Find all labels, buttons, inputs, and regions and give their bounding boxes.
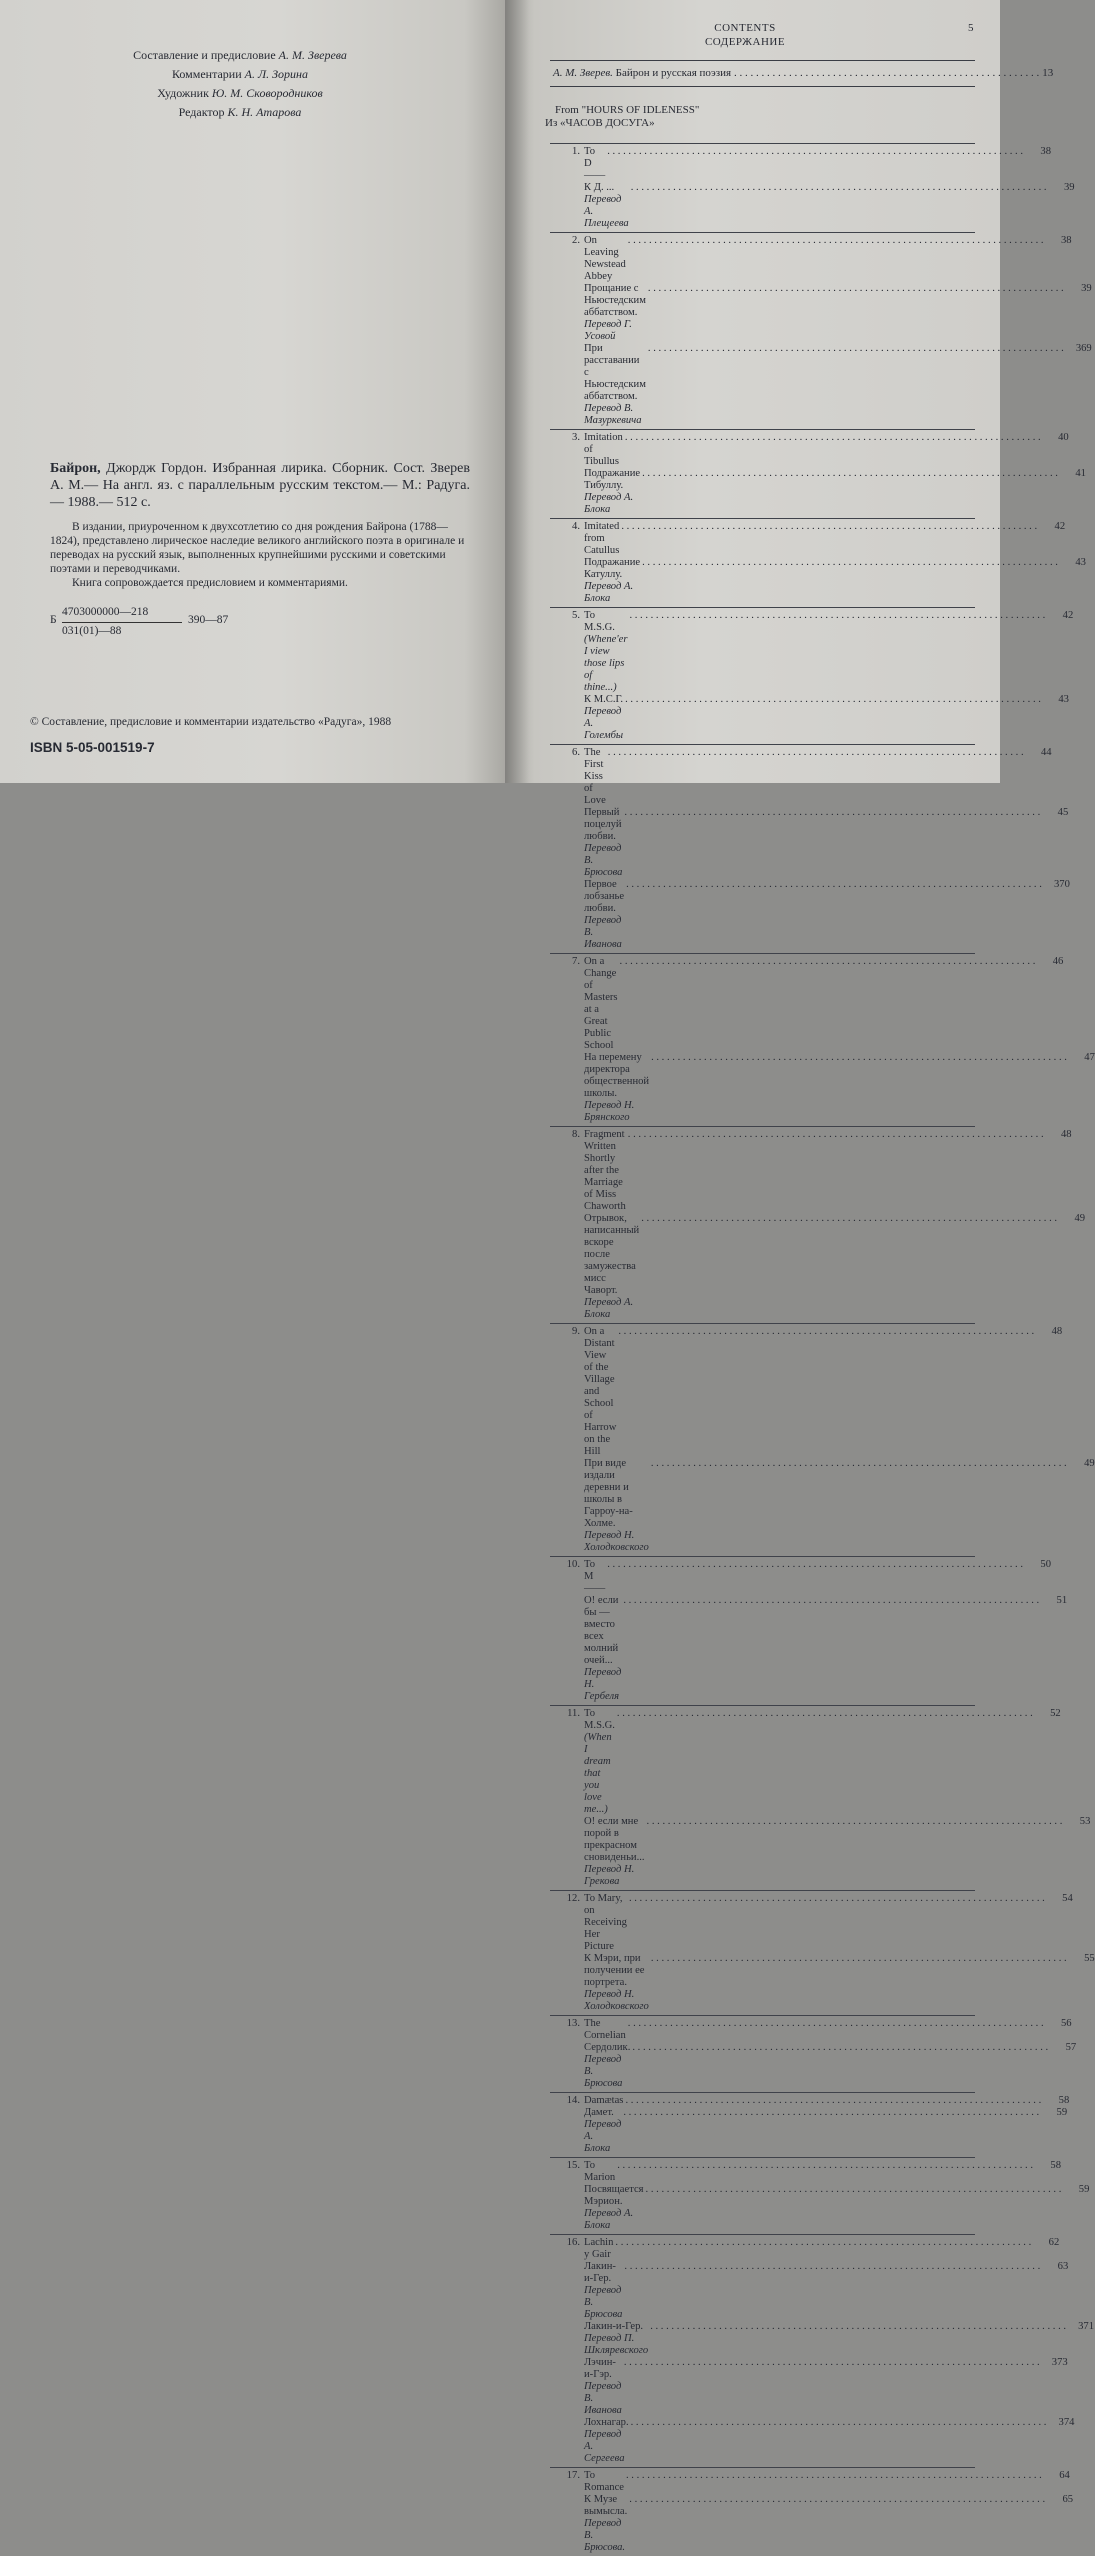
toc-entry: [550, 2234, 1095, 2467]
leader-dots: [607, 1559, 1023, 1595]
toc-translation: [550, 807, 1069, 879]
toc-original-title: [550, 2095, 1070, 2107]
code-fraction-line: [62, 622, 182, 623]
leader-dots: [625, 2095, 1041, 2107]
entry-text: To M——: [584, 1559, 606, 1594]
entry-number: 14.: [566, 2095, 580, 2106]
entry-number: 13.: [566, 2018, 580, 2029]
entry-text: Damætas: [584, 2095, 624, 2106]
leader-dots: [621, 521, 1037, 557]
isbn: ISBN 5-05-001519-7: [30, 740, 155, 755]
translator: Перевод В. Мазуркевича: [584, 403, 642, 426]
page-ref: 46: [1052, 956, 1064, 967]
translator: Перевод А. Блока: [584, 581, 634, 604]
page-ref: 63: [1057, 2261, 1069, 2272]
toc-entry: [550, 143, 1075, 232]
translator: Перевод Н. Холодковского: [584, 1530, 649, 1553]
toc-entry: [550, 2015, 1077, 2092]
entry-text: Прощание с Ньюстедским аббатством. Перевод Г. Усовой: [584, 283, 646, 342]
annotation-paragraph: В издании, приуроченном к двухсотлетию со дня рождения Байрона (1788—1824), представлено лирическое наследие великого английского поэта в оригинале и переводах на русский язык, выполненных крупнейшими русскими и советскими поэтами и переводчиками.: [50, 521, 465, 575]
entry-text: The First Kiss of Love: [584, 747, 606, 806]
toc-original-title: [550, 1893, 1073, 1953]
leader-dots: [647, 1816, 1063, 1888]
entry-number: 11.: [567, 1708, 580, 1719]
toc-translation: [550, 694, 1069, 742]
translator: Перевод В. Иванова: [584, 2381, 622, 2416]
translator: (When I dream that you love me...): [584, 1732, 612, 1815]
page-ref: 56: [1061, 2018, 1072, 2029]
page-ref: 59: [1056, 2107, 1068, 2118]
page-ref: 42: [1054, 521, 1066, 532]
page-ref: 43: [1058, 694, 1069, 705]
toc-entry: [550, 2092, 1070, 2157]
toc-original-title: [550, 146, 1051, 182]
entry-text: Сердолик. Перевод В. Брюсова: [584, 2042, 631, 2089]
leader-dots: [617, 2160, 1033, 2184]
translator: Перевод А. Блока: [584, 492, 634, 515]
toc-translation: [550, 182, 1075, 230]
translator: Перевод А. Блока: [584, 2119, 622, 2154]
code-letter: Б: [50, 614, 57, 626]
entry-text: Первый поцелуй любви. Перевод В. Брюсова: [584, 807, 623, 878]
leader-dots: [632, 2042, 1048, 2090]
leader-dots: [651, 1953, 1067, 2013]
toc-original-title: [550, 2237, 1060, 2261]
translator: Перевод Н. Грекова: [584, 1864, 635, 1887]
credit-compiler: Составление и предисловие А. М. Зверева: [133, 48, 347, 62]
biblio-description: Джордж Гордон. Избранная лирика. Сборник. Сост. Зверев А. М.— На англ. яз. с параллельным русским текстом.— М.: Радуга.— 1988.— 512 с.: [50, 461, 470, 510]
entry-text: To M.S.G. (When I dream that you love me...): [584, 1708, 615, 1815]
translator: Перевод А. Сергеева: [584, 2429, 625, 2464]
entry-number: 3.: [572, 432, 580, 443]
toc-original-title: [550, 2470, 1070, 2494]
leader-dots: [642, 557, 1058, 605]
translator: Перевод А. Голембы: [584, 706, 624, 741]
page-ref: 54: [1062, 1893, 1073, 1904]
translator: Перевод В. Брюсова: [584, 2285, 623, 2320]
entry-text: Лакин-и-Гер. Перевод В. Брюсова: [584, 2261, 623, 2320]
leader-dots: [646, 2184, 1062, 2232]
toc-entry: [550, 1126, 1086, 1323]
leader-dots: [617, 1708, 1033, 1816]
page-ref: 374: [1058, 2417, 1075, 2428]
entry-text: Imitated from Catullus: [584, 521, 620, 556]
entry-number: 8.: [572, 1129, 580, 1140]
leader-dots: [623, 1595, 1039, 1703]
toc-original-title: [550, 2160, 1061, 2184]
entry-number: 6.: [572, 747, 580, 758]
toc-original-title: [550, 521, 1066, 557]
entry-number: 16.: [566, 2237, 580, 2248]
page-ref: 42: [1062, 610, 1074, 621]
annotation: [50, 520, 470, 590]
page-ref: 371: [1078, 2321, 1095, 2332]
toc-entry: [550, 232, 1092, 429]
translator: Перевод Н. Гербеля: [584, 1667, 622, 1702]
toc-entry: [550, 1705, 1091, 1890]
bibliographic-entry: [50, 460, 470, 511]
entry-text: On a Distant View of the Village and School of Harrow on the Hill: [584, 1326, 617, 1457]
leader-dots: [626, 879, 1042, 951]
entry-number: 5.: [572, 610, 580, 621]
page-ref: 62: [1048, 2237, 1060, 2248]
page-ref: 13: [1042, 67, 1054, 79]
credits-block: [60, 46, 420, 122]
entry-number: 17.: [566, 2470, 580, 2481]
leader-dots: [642, 468, 1058, 516]
page-ref: 65: [1062, 2494, 1074, 2505]
page-ref: 64: [1059, 2470, 1070, 2481]
leader-dots: [624, 2357, 1040, 2417]
leader-dots: [624, 807, 1040, 879]
leader-dots: [648, 283, 1064, 343]
entry-text: Imitation of Tibullus: [584, 432, 623, 467]
leader-dots: [628, 235, 1044, 283]
section-title-ru: Из «ЧАСОВ ДОСУГА»: [545, 117, 655, 129]
entry-text: On Leaving Newstead Abbey: [584, 235, 626, 282]
page-ref: 38: [1040, 146, 1051, 157]
page-ref: 49: [1074, 1213, 1086, 1224]
toc-translation: [550, 1458, 1095, 1554]
entry-text: To Mary, on Receiving Her Picture: [584, 1893, 627, 1952]
entry-text: Дамет. Перевод А. Блока: [584, 2107, 622, 2154]
entry-text: To D——: [584, 146, 606, 181]
entry-text: К М.С.Г. Перевод А. Голембы: [584, 694, 624, 741]
leader-dots: [608, 747, 1024, 807]
catalog-codes: [50, 606, 250, 640]
toc-translation: [550, 283, 1092, 343]
toc-original-title: [550, 1326, 1063, 1458]
entry-number: 10.: [566, 1559, 580, 1570]
entry-number: 4.: [572, 521, 580, 532]
translator: Перевод П. Шкляревского: [584, 2333, 649, 2356]
toc-original-title: [550, 956, 1064, 1052]
toc-original-title: [550, 432, 1069, 468]
leader-dots: [628, 2018, 1044, 2042]
entry-number: 2.: [572, 235, 580, 246]
toc-translation: [550, 879, 1070, 951]
entry-text: Первое лобзанье любви. Перевод В. Иванова: [584, 879, 625, 950]
toc-original-title: [550, 1708, 1061, 1816]
code-right: 390—87: [188, 614, 229, 626]
page-ref: 48: [1051, 1326, 1063, 1337]
toc-entry: [550, 607, 1074, 744]
toc-original-title: [550, 235, 1072, 283]
translator: (Whene'er I view those lips of thine...): [584, 634, 628, 693]
page-ref: 59: [1078, 2184, 1090, 2195]
credit-artist: Художник Ю. М. Сковородников: [157, 86, 323, 100]
entry-text: To M.S.G. (Whene'er I view those lips of thine...): [584, 610, 628, 693]
leader-dots: [734, 67, 1039, 79]
entry-text: К Д. ... Перевод А. Плещеева: [584, 182, 629, 229]
leader-dots: [615, 2237, 1031, 2261]
translator: Перевод В. Брюсова.: [584, 2518, 626, 2553]
leader-dots: [631, 2417, 1047, 2465]
toc-translation: [550, 1213, 1086, 1321]
toc-translation: [550, 2494, 1074, 2554]
credit-commentary: Комментарии А. Л. Зорина: [171, 67, 309, 81]
translator: Перевод В. Брюсова: [584, 843, 623, 878]
leader-dots: [607, 146, 1023, 182]
entry-text: On a Change of Masters at a Great Public School: [584, 956, 618, 1051]
toc-entry: [550, 1890, 1095, 2015]
toc-translation: [550, 468, 1086, 516]
leader-dots: [651, 1052, 1067, 1124]
leader-dots: [650, 2321, 1066, 2357]
entry-number: 1.: [572, 146, 580, 157]
toc-translation: [550, 2417, 1075, 2465]
toc-translation: [550, 1595, 1068, 1703]
entry-text: Отрывок, написанный вскоре после замужества мисс Чаворт. Перевод А. Блока: [584, 1213, 640, 1320]
page-ref: 369: [1075, 343, 1092, 354]
page-ref: 43: [1075, 557, 1086, 568]
toc-translation: [550, 2261, 1069, 2321]
biblio-author: Байрон,: [50, 461, 101, 476]
code-numerator: 4703000000—218: [62, 606, 149, 618]
entry-text: Лэчин-и-Гэр. Перевод В. Иванова: [584, 2357, 622, 2416]
toc-intro-entry: А. М. Зверев. Байрон и русская поэзия . . . 13: [553, 67, 977, 79]
leader-dots: [618, 1326, 1034, 1458]
leader-dots: [625, 432, 1041, 468]
page-ref: 48: [1061, 1129, 1072, 1140]
entry-text: Посвящается Мэрион. Перевод А. Блока: [584, 2184, 644, 2231]
entry-text: Fragment Written Shortly after the Marriage of Miss Chaworth: [584, 1129, 626, 1212]
entry-text: To Romance: [584, 2470, 625, 2493]
entry-text: К Мэри, при получении ее портрета. Перевод Н. Холодковского: [584, 1953, 649, 2012]
translator: Перевод А. Блока: [584, 1297, 634, 1320]
entry-text: На перемену директора общественной школы. Перевод Н. Брянского: [584, 1052, 650, 1123]
credit-editor: Редактор К. Н. Атарова: [178, 105, 302, 119]
leader-dots: [620, 956, 1036, 1052]
page-ref: 50: [1040, 1559, 1051, 1570]
toc-entry: [550, 953, 1095, 1126]
toc-translation: [550, 2042, 1077, 2090]
toc-original-title: [550, 1129, 1072, 1213]
toc-translation: [550, 2184, 1090, 2232]
page-ref: 53: [1079, 1816, 1091, 1827]
toc-entry: [550, 1323, 1095, 1556]
toc-translation: [550, 1953, 1095, 2013]
entry-text: Лакин-и-Гер. Перевод П. Шкляревского: [584, 2321, 649, 2356]
toc-translation: [550, 1052, 1095, 1124]
entry-text: При расставании с Ньюстедским аббатством. Перевод В. Мазуркевича: [584, 343, 646, 426]
toc-entry: [550, 2157, 1090, 2234]
entry-number: 9.: [572, 1326, 580, 1337]
left-page: [0, 0, 505, 783]
contents-heading-ru: СОДЕРЖАНИЕ: [704, 36, 786, 48]
translator: Перевод Н. Брянского: [584, 1100, 635, 1123]
leader-dots: [623, 2107, 1039, 2155]
leader-dots: [641, 1213, 1057, 1321]
leader-dots: [624, 2261, 1040, 2321]
entry-text: Подражание Тибуллу. Перевод А. Блока: [584, 468, 641, 515]
entry-text: При виде издали деревни и школы в Гарроу-на-Холме. Перевод Н. Холодковского: [584, 1458, 649, 1553]
entry-text: О! если мне порой в прекрасном сновиденьи... Перевод Н. Грекова: [584, 1816, 645, 1887]
entry-text: To Marion: [584, 2160, 616, 2183]
entry-text: О! если бы — вместо всех молний очей... Перевод Н. Гербеля: [584, 1595, 622, 1702]
right-page: [505, 0, 1095, 2553]
toc-entry: [550, 2467, 1074, 2556]
toc-translation: [550, 2357, 1068, 2417]
page-ref: 45: [1057, 807, 1069, 818]
translator: Перевод А. Блока: [584, 2208, 634, 2231]
page-ref: 38: [1060, 235, 1072, 246]
leader-dots: [626, 2470, 1042, 2494]
entry-text: Lachin y Gair: [584, 2237, 614, 2260]
page-ref: 370: [1053, 879, 1070, 890]
page-ref: 47: [1084, 1052, 1095, 1063]
entry-text: The Cornelian: [584, 2018, 626, 2041]
entry-text: К Музе вымысла. Перевод В. Брюсова.: [584, 2494, 628, 2553]
page-ref: 57: [1065, 2042, 1077, 2053]
page-ref: 373: [1051, 2357, 1068, 2368]
page-ref: 39: [1063, 182, 1075, 193]
divider: [550, 60, 975, 61]
leader-dots: [629, 610, 1045, 694]
toc-translation: [550, 557, 1086, 605]
toc-entry: [550, 518, 1086, 607]
page-ref: 55: [1084, 1953, 1095, 1964]
page-ref: 58: [1050, 2160, 1061, 2171]
page-ref: 52: [1050, 1708, 1061, 1719]
annotation-paragraph: Книга сопровождается предисловием и комментариями.: [72, 577, 348, 589]
leader-dots: [648, 343, 1064, 427]
entry-number: 12.: [566, 1893, 580, 1904]
entry-number: 7.: [572, 956, 580, 967]
toc-list: [550, 143, 1095, 2556]
entry-text: Лохнагар. Перевод А. Сергеева: [584, 2417, 629, 2464]
toc-entry: [550, 744, 1070, 953]
toc-original-title: [550, 747, 1052, 807]
translator: Перевод В. Брюсова: [584, 2054, 623, 2089]
page-number: 5: [968, 22, 974, 34]
copyright-notice: © Составление, предисловие и комментарии издательство «Радуга», 1988: [30, 716, 392, 728]
toc-original-title: [550, 610, 1074, 694]
divider: [550, 86, 975, 87]
leader-dots: [629, 1893, 1045, 1953]
leader-dots: [651, 1458, 1067, 1554]
toc-original-title: [550, 1559, 1051, 1595]
page-ref: 58: [1058, 2095, 1070, 2106]
gutter-shadow: [505, 0, 529, 783]
page-ref: 44: [1041, 747, 1052, 758]
section-title-en: From "HOURS OF IDLENESS": [555, 104, 700, 116]
page-ref: 40: [1058, 432, 1069, 443]
translator: Перевод А. Плещеева: [584, 194, 629, 229]
page-ref: 39: [1081, 283, 1092, 294]
toc-entry: [550, 429, 1086, 518]
toc-entry: [550, 1556, 1068, 1705]
translator: Перевод Г. Усовой: [584, 319, 632, 342]
leader-dots: [631, 182, 1047, 230]
entry-number: 15.: [566, 2160, 580, 2171]
toc-translation: [550, 2321, 1095, 2357]
entry-text: Подражание Катуллу. Перевод А. Блока: [584, 557, 641, 604]
page-ref: 41: [1075, 468, 1086, 479]
toc-translation: [550, 343, 1092, 427]
leader-dots: [629, 2494, 1045, 2554]
toc-original-title: [550, 2018, 1072, 2042]
translator: Перевод Н. Холодковского: [584, 1989, 649, 2012]
leader-dots: [628, 1129, 1044, 1213]
page-ref: 49: [1084, 1458, 1095, 1469]
page-ref: 51: [1056, 1595, 1068, 1606]
toc-translation: [550, 2107, 1068, 2155]
translator: Перевод В. Иванова: [584, 915, 622, 950]
leader-dots: [625, 694, 1041, 742]
toc-translation: [550, 1816, 1091, 1888]
contents-heading-en: CONTENTS: [714, 22, 776, 34]
code-denominator: 031(01)—88: [62, 625, 122, 637]
